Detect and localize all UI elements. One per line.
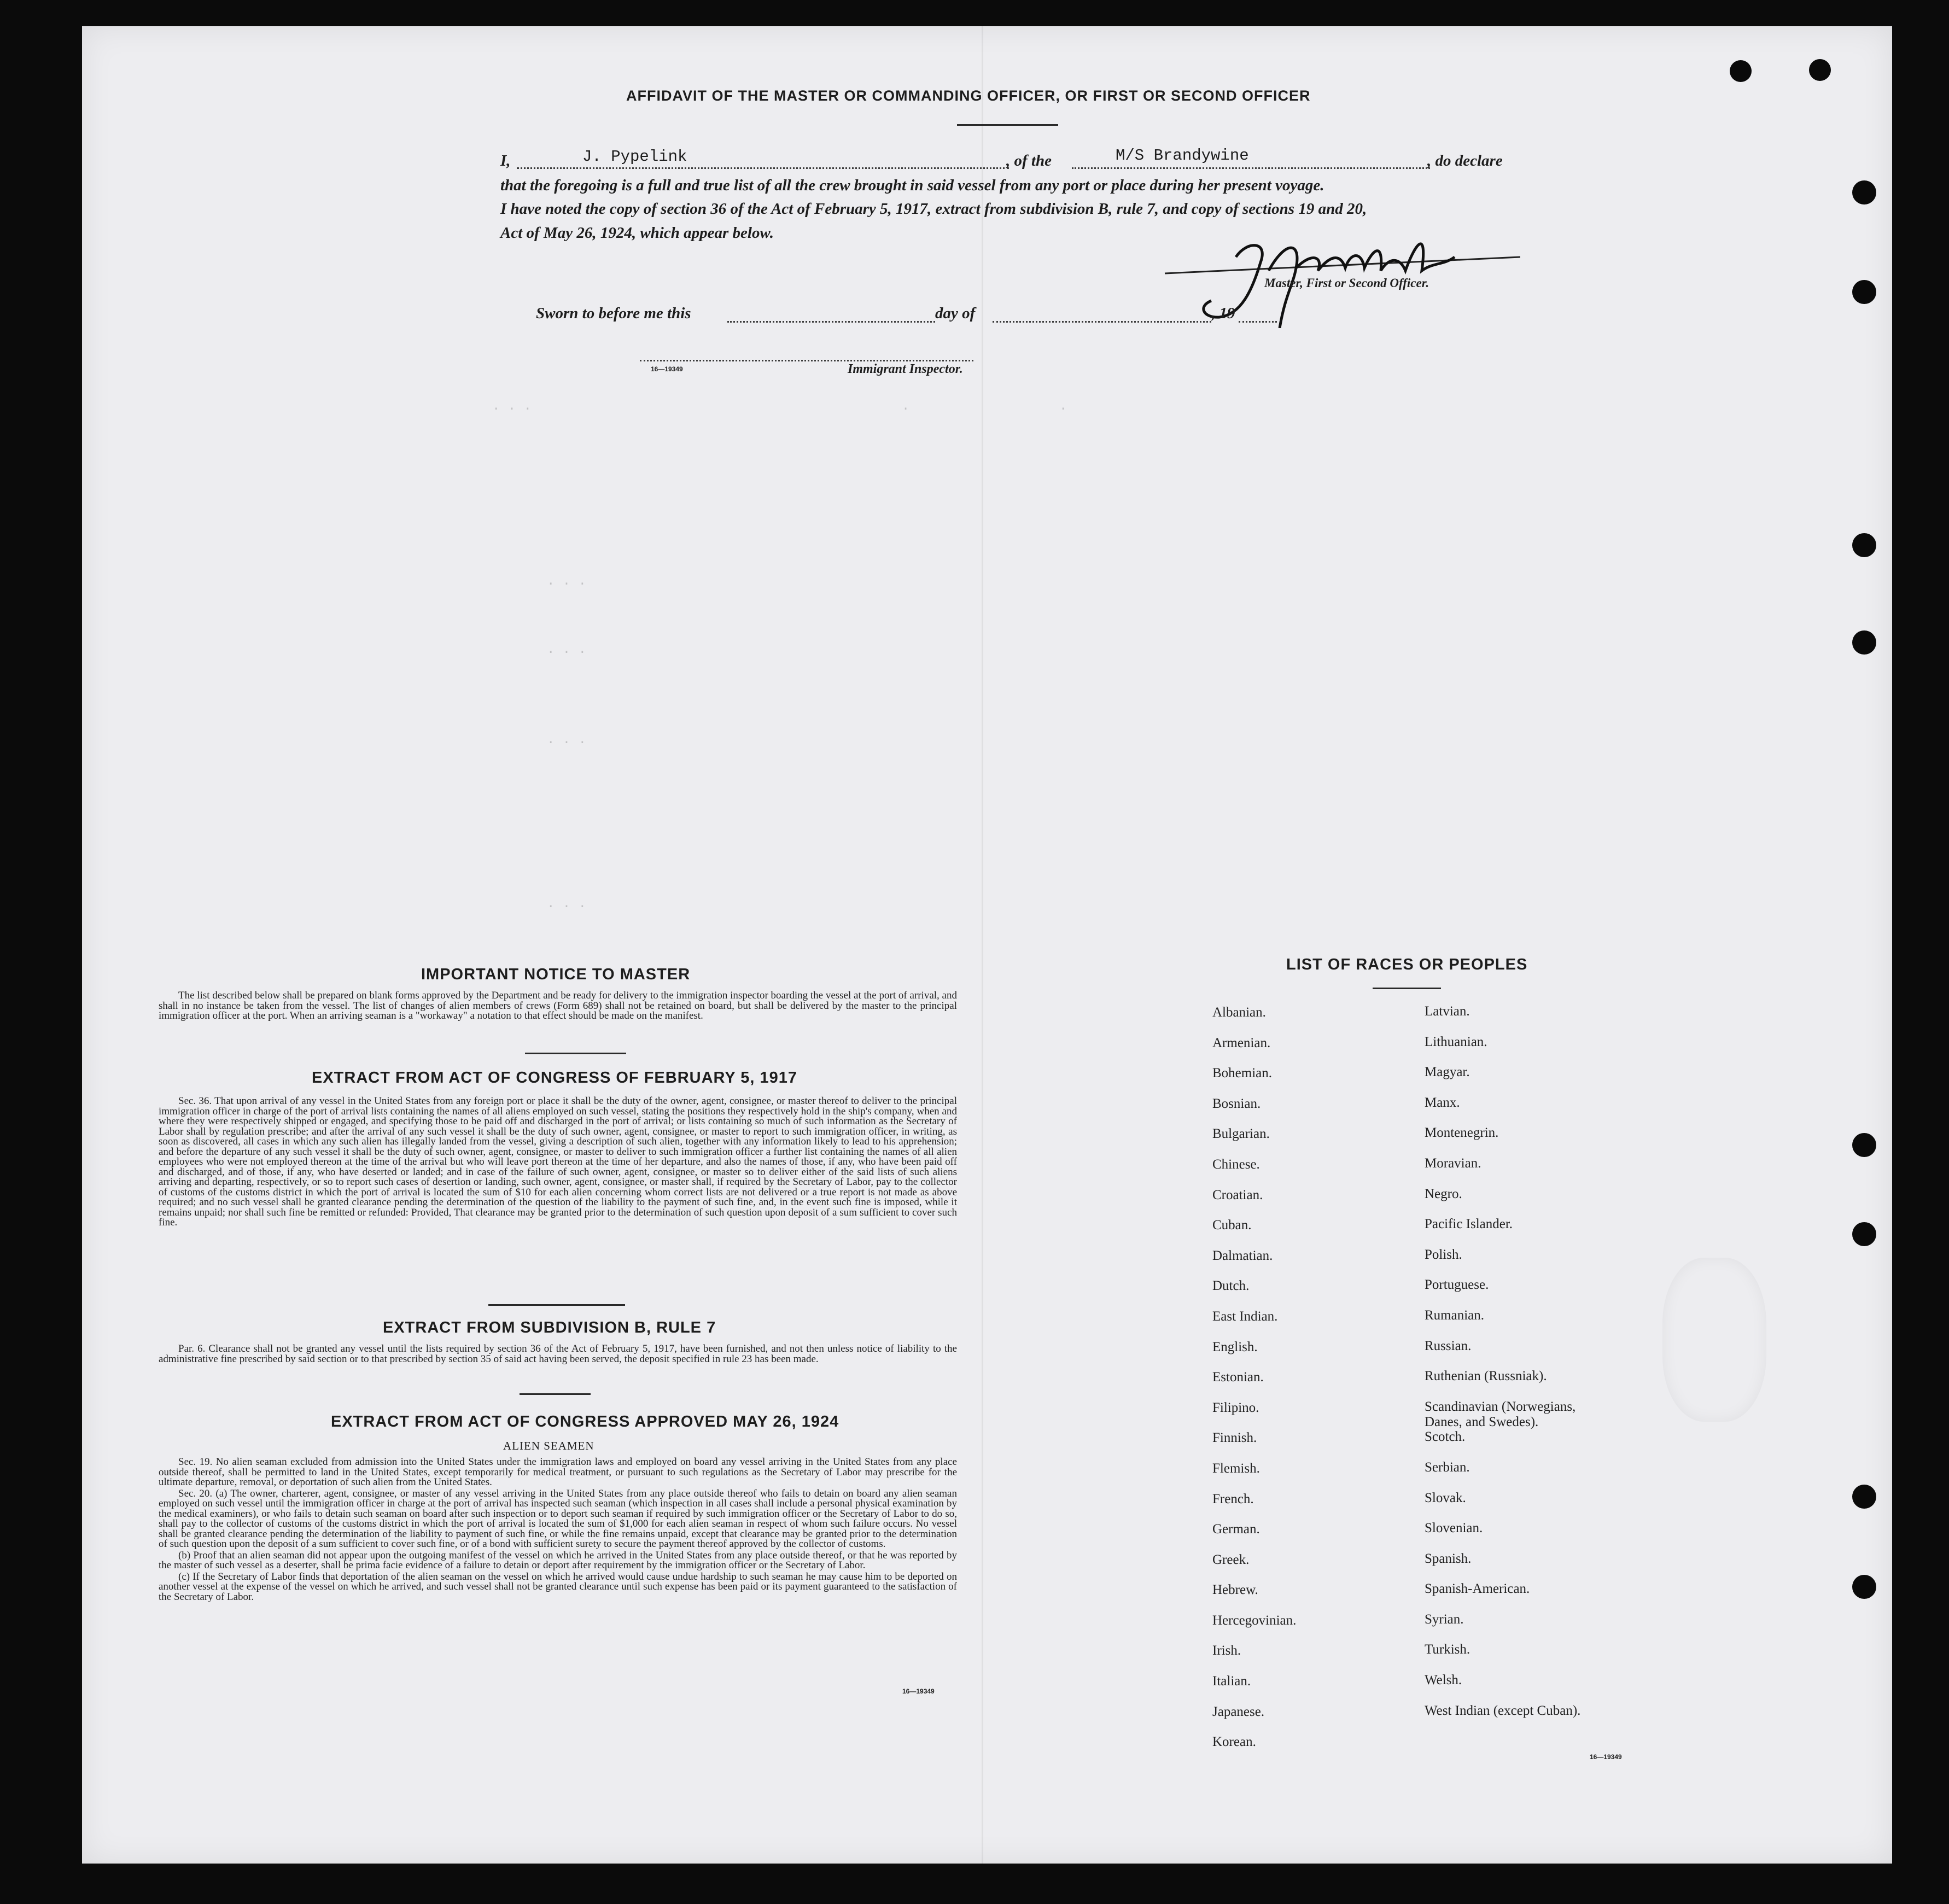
race-item: Montenegrin. [1425, 1125, 1499, 1141]
punch-hole [1852, 1575, 1876, 1599]
punch-hole [1852, 1485, 1876, 1509]
race-item: Magyar. [1425, 1065, 1470, 1080]
inspector-caption: Immigrant Inspector. [848, 362, 963, 376]
extract-1917-heading: EXTRACT FROM ACT OF CONGRESS OF FEBRUARY 5, 1917 [312, 1069, 798, 1087]
form-number: 16—19349 [1590, 1753, 1622, 1761]
affidavit-line-4: Act of May 26, 1924, which appear below. [500, 224, 774, 242]
race-item: Welsh. [1425, 1673, 1462, 1688]
race-item: East Indian. [1212, 1309, 1278, 1324]
races-heading-rule [1373, 988, 1441, 989]
race-item: Bohemian. [1212, 1066, 1273, 1081]
embossed-seal [1662, 1258, 1766, 1422]
vessel-name: M/S Brandywine [1116, 147, 1249, 165]
affidavit-line-3: I have noted the copy of section 36 of the Act of February 5, 1917, extract from subdivision B, rule 7, and copy of sections 19 and 20, [500, 200, 1367, 218]
race-item: West Indian (except Cuban). [1425, 1703, 1581, 1718]
races-right-column [1425, 1004, 1580, 1733]
race-item: Greek. [1212, 1552, 1250, 1567]
of-the-label: , of the [1006, 152, 1052, 170]
notice-heading: IMPORTANT NOTICE TO MASTER [421, 966, 691, 983]
race-item: Chinese. [1212, 1157, 1260, 1172]
race-item: Scotch. [1425, 1429, 1466, 1445]
race-item: Slovak. [1425, 1490, 1466, 1505]
extract-1924-heading: EXTRACT FROM ACT OF CONGRESS APPROVED MAY 26, 1924 [331, 1413, 839, 1430]
notice-paragraph: The list described below shall be prepared on blank forms approved by the Department and be ready for delivery to the immigration inspector boarding the vessel at the port of arrival, and shall in no instance be taken from the vessel. The list of changes of alien members of crews (Form 689) shall not be retained on board, but shall be delivered by the master to the principal immigration officer at the port. When an arriving seaman is a "workaway" a notation to that effect should be made on the manifest. [159, 990, 957, 1021]
race-item: Negro. [1425, 1186, 1462, 1201]
race-item: Latvian. [1425, 1004, 1470, 1019]
race-item: Dalmatian. [1212, 1248, 1273, 1263]
master-name-line [517, 167, 1009, 169]
race-item: Turkish. [1425, 1642, 1470, 1657]
race-item: Finnish. [1212, 1430, 1257, 1446]
race-item: Albanian. [1212, 1005, 1266, 1020]
extract-1917-text [159, 1096, 957, 1229]
punch-hole [1852, 280, 1876, 304]
sworn-day-line [727, 321, 935, 323]
race-item: Moravian. [1425, 1155, 1481, 1171]
race-item: Ruthenian (Russniak). [1425, 1369, 1547, 1384]
race-item: Cuban. [1212, 1218, 1252, 1233]
race-item: Filipino. [1212, 1400, 1259, 1415]
race-item: Bulgarian. [1212, 1126, 1270, 1142]
punch-hole [1852, 1222, 1876, 1246]
heading-rule [957, 124, 1058, 126]
race-item: Slovenian. [1425, 1521, 1483, 1536]
sec20a-paragraph: Sec. 20. (a) The owner, charterer, agent, consignee, or master of any vessel arriving in the United States from any place outside thereof who fails to detain on board any alien seaman employed on such vessel until the immigration officer in charge at the port of arrival has inspected such seaman (which inspection in all cases shall include a personal physical examination by the medical examiners), or who fails to detain such seaman on board after such inspection or to deport such seaman if required by such immigration officer or the Secretary of Labor to do so, shall pay to the collector of customs of the customs district in which the port of arrival is located the sum of $1,000 for each alien seaman in respect of whom such failure occurs. No vessel shall be granted clearance pending the determination of the liability to payment of such fine, or while the fine remains unpaid, except that clearance may be granted prior to the determination of such question upon the deposit of a sum sufficient to cover such fine, or of a bond with sufficient surety to secure the payment thereof approved by the collector of customs. [159, 1487, 957, 1550]
extract-rule7-text [159, 1344, 957, 1365]
section-rule [520, 1393, 591, 1395]
races-heading: LIST OF RACES OR PEOPLES [1286, 956, 1528, 973]
sworn-year-line [1239, 321, 1277, 323]
form-number: 16—19349 [651, 365, 683, 373]
races-left-column [1212, 1005, 1296, 1765]
section-rule [488, 1304, 625, 1306]
sworn-label: Sworn to before me this [536, 305, 691, 322]
race-item: Bosnian. [1212, 1096, 1261, 1111]
page-fold [982, 26, 983, 1864]
master-name: J. Pypelink [582, 148, 687, 166]
punch-hole [1852, 630, 1876, 655]
race-item: Manx. [1425, 1095, 1460, 1110]
race-item: Spanish. [1425, 1551, 1472, 1566]
alien-seamen-subheading: ALIEN SEAMEN [503, 1439, 594, 1452]
do-declare-label: , do declare [1427, 152, 1503, 170]
inspector-signature-line [640, 360, 973, 361]
affidavit-line-2: that the foregoing is a full and true list of all the crew brought in said vessel from any port or place during her present voyage. [500, 177, 1324, 194]
punch-hole [1730, 60, 1752, 82]
punch-hole [1852, 533, 1876, 557]
sec19-paragraph: Sec. 19. No alien seaman excluded from admission into the United States under the immigration laws and employed on board any vessel arriving in the United States from any place outside thereof, shall be permitted to land in the United States, except temporarily for medical treatment, or pursuant to such regulations as the Secretary of Labor may prescribe for the ultimate departure, removal, or deportation of such alien from the United States. [159, 1456, 957, 1488]
affidavit-heading: AFFIDAVIT OF THE MASTER OR COMMANDING OFFICER, OR FIRST OR SECOND OFFICER [626, 87, 1311, 104]
race-item: Italian. [1212, 1674, 1251, 1689]
notice-text [159, 991, 957, 1023]
day-of-label: day of [935, 305, 976, 322]
section-rule [525, 1053, 626, 1054]
punch-hole [1852, 1133, 1876, 1157]
race-item: Dutch. [1212, 1278, 1250, 1294]
race-item: German. [1212, 1522, 1260, 1537]
signature-caption: Master, First or Second Officer. [1264, 276, 1429, 290]
sec36-paragraph: Sec. 36. That upon arrival of any vessel in the United States from any foreign port or place it shall be the duty of the owner, agent, consignee, or master thereof to deliver to the principal immigration officer in charge of the port of arrival lists containing the names of all aliens employed on such vessel, stating the positions they respectively hold in the ship's company, when and where they were respectively shipped or engaged, and specifying those to be paid off and discharged in the port of arrival; or lists containing so much of such information as the Secretary of Labor shall by regulation prescribe; and after the arrival of any such vessel it shall be the duty of such owner, agent, consignee, or master to report to such immigration officer, in writing, as soon as discovered, all cases in which any such alien has illegally landed from the vessel, giving a description of such alien, together with any information likely to lead to his apprehension; and before the departure of any such vessel it shall be the duty of such owner, agent, consignee, or master to deliver to such immigration officer a further list containing the names of all alien employees who were not employed thereon at the time of the arrival but who will leave port thereon at the time of her departure, and also the names of those, if any, who have been paid off and discharged, and of those, if any, who have deserted or landed; and in case of the failure of such owner, agent, consignee, or master so to deliver either of the said lists of such aliens arriving and departing, respectively, or so to report such cases of desertion or landing, such owner, agent, consignee, or master shall, if required by the Secretary of Labor, pay to the collector of customs of the customs district in which the port of arrival is located the sum of $10 for each alien concerning whom correct lists are not delivered or a true report is not made as above required; and no such vessel shall be granted clearance pending the determination of the question of the liability to the payment of such fine, and, in the event such fine is imposed, while it remains unpaid; nor shall such fine be remitted or refunded: Provided, That clearance may be granted prior to the determination of such question upon deposit of a sum sufficient to cover such fine. [159, 1095, 957, 1228]
race-item: Armenian. [1212, 1035, 1271, 1050]
race-item: French. [1212, 1491, 1254, 1506]
sec20b-paragraph: (b) Proof that an alien seaman did not appear upon the outgoing manifest of the vessel on which he arrived in the United States from any place outside thereof, or that he was reported by the master of such vessel as a deserter, shall be prima facie evidence of a failure to detain or deport after requirement by the immigration officer or the Secretary of Labor. [159, 1549, 957, 1571]
race-item: Russian. [1425, 1338, 1472, 1353]
race-item: Scandinavian (Norwegians, Danes, and Swedes). [1425, 1399, 1576, 1429]
i-label: I, [500, 152, 511, 170]
year-prefix: , 19 [1211, 305, 1235, 322]
extract-rule7-heading: EXTRACT FROM SUBDIVISION B, RULE 7 [383, 1319, 716, 1336]
race-item: Japanese. [1212, 1704, 1265, 1719]
sworn-month-line [993, 321, 1211, 323]
race-item: Syrian. [1425, 1611, 1464, 1627]
race-item: Hercegovinian. [1212, 1613, 1297, 1628]
race-item: Pacific Islander. [1425, 1217, 1513, 1232]
race-item: Spanish-American. [1425, 1581, 1530, 1597]
race-item: Flemish. [1212, 1461, 1260, 1476]
punch-hole [1852, 180, 1876, 205]
race-item: English. [1212, 1339, 1258, 1354]
race-item: Irish. [1212, 1643, 1241, 1658]
form-number: 16—19349 [902, 1687, 935, 1695]
race-item: Croatian. [1212, 1187, 1263, 1202]
race-item: Estonian. [1212, 1370, 1264, 1385]
sec20c-paragraph: (c) If the Secretary of Labor finds that deportation of the alien seaman on the vessel on which he arrived would cause undue hardship to such seaman he may cause him to be deported on another vessel at the expense of the vessel on which he arrived, and such vessel shall not be granted clearance until such expense has been paid or its payment guaranteed to the satisfaction of the Secretary of Labor. [159, 1570, 957, 1603]
race-item: Hebrew. [1212, 1582, 1258, 1598]
race-item: Serbian. [1425, 1459, 1470, 1475]
vessel-name-line [1072, 167, 1430, 169]
race-item: Lithuanian. [1425, 1034, 1487, 1049]
punch-hole [1809, 59, 1831, 81]
race-item: Portuguese. [1425, 1277, 1489, 1293]
race-item: Korean. [1212, 1734, 1256, 1750]
race-item: Polish. [1425, 1247, 1462, 1262]
race-item: Rumanian. [1425, 1307, 1485, 1323]
rule7-paragraph: Par. 6. Clearance shall not be granted any vessel until the lists required by section 36 of the Act of February 5, 1917, have been furnished, and not then unless notice of liability to the administrative fine prescribed by said section or to that prescribed by section 35 of said act having been served, the deposit specified in rule 23 has been made. [159, 1343, 957, 1365]
extract-1924-text [159, 1457, 957, 1603]
